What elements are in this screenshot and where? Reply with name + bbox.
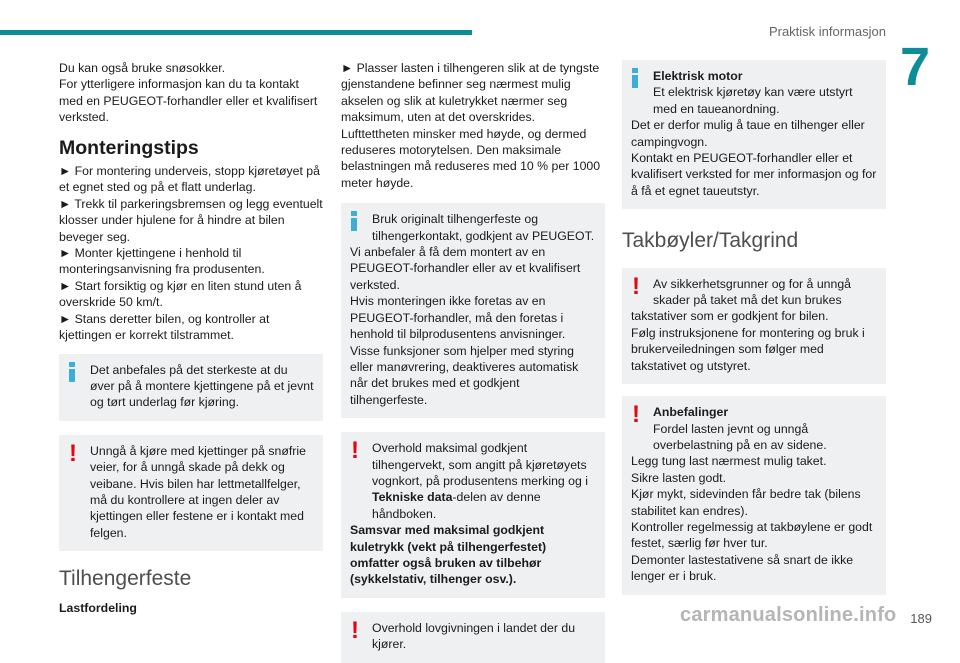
tip-5: ► Stans deretter bilen, og kontroller at kjettingen er korrekt tilstrammet. — [59, 311, 270, 343]
tip-4: ► Start forsiktig og kjør en liten stund uten å overskride 50 km/t. — [59, 278, 302, 310]
tekniske-data-ref: Tekniske data — [372, 490, 453, 505]
warning-box-roof — [622, 268, 886, 384]
warning-icon: ! — [69, 439, 77, 467]
rec-line-3: Sikre lasten godt. — [631, 470, 727, 485]
info-box-electric — [622, 60, 886, 209]
info-line-1: Et elektrisk kjøretøy kan være utstyrt med en taueanordning. — [653, 85, 853, 116]
info-box-towbar — [341, 203, 605, 418]
section-title: Praktisk informasjon — [768, 24, 886, 39]
watermark: carmanualsonline.info — [680, 604, 897, 626]
warning-icon: ! — [632, 401, 640, 429]
warning-box-law — [341, 612, 605, 663]
info-line-2: Det er derfor mulig å taue en tilhenger eller campingvogn. — [631, 118, 865, 149]
warning-text: Unngå å kjøre med kjettinger på snøfrie veier, for å unngå skade på dekk og veibane. Hvis bilen har lettmetallfelger, må du kontrollere at ingen deler av kjettingen eller festene er i kontakt med felgen. — [90, 443, 306, 540]
tip-3: ► Monter kjettingene i henhold til monteringsanvisning fra produsenten. — [59, 246, 265, 277]
heading-monteringstips: Monteringstips — [59, 136, 199, 159]
rec-line-1: Fordel lasten jevnt og unngå overbelastning på en av sidene. — [653, 421, 827, 452]
chapter-number: 7 — [900, 37, 931, 97]
warning-box-max-weight — [341, 432, 605, 598]
warning-icon: ! — [351, 437, 359, 465]
heading-tilhengerfeste: Tilhengerfeste — [59, 567, 192, 591]
info-icon — [68, 362, 76, 384]
warning-strong-text: Samsvar med maksimal godkjent kuletrykk (vekt på tilhengerfestet) omfatter også bruken av tilbehør (sykkelstativ, tilhenger osv.). — [350, 523, 547, 587]
warning-law-text: Overhold lovgivningen i landet der du kjører. — [372, 620, 576, 652]
load-paragraph: ► Plasser lasten i tilhengeren slik at de tyngste gjenstandene befinner seg nærmest mulig akselen og slik at kuletrykket nærmer seg maksimum, uten at det overskrides. Lufttettheten minsker med høyde, og dermed reduseres motorytelsen. Den maksimale belastningen må reduseres med 10 % per 1000 meter høyde. — [341, 61, 601, 190]
info-first-line: Bruk originalt tilhengerfeste og tilhengerkontakt, godkjent av PEUGEOT. — [372, 212, 595, 243]
heading-takboyler: Takbøyler/Takgrind — [622, 229, 799, 253]
info-icon — [350, 211, 358, 233]
info-text: Det anbefales på det sterkeste at du øver på å montere kjettingene på et jevnt og tørt underlag før kjøring. — [90, 362, 314, 410]
warning-line-2: takstativer som er godkjent for bilen. — [631, 309, 829, 324]
warning-first-line: Av sikkerhetsgrunner og for å unngå skader på taket må det kun brukes — [653, 276, 852, 308]
info-line-4: Visse funksjoner som hjelper med styring eller manøvrering, deaktiveres automatisk når det brukes med et godkjent tilhengerfeste. — [350, 343, 579, 407]
recommendations-title: Anbefalinger — [653, 405, 729, 420]
warning-icon: ! — [632, 272, 640, 300]
info-box-practice — [59, 354, 323, 421]
intro-line-2: For ytterligere informasjon kan du ta kontakt med en PEUGEOT-forhandler eller et kvalifisert verksted. — [59, 77, 318, 125]
warning-text-a: Overhold maksimal godkjent tilhengervekt, som angitt på kjøretøyets vognkort, på produsentens merking og i — [372, 441, 589, 488]
warning-icon: ! — [351, 616, 359, 644]
rec-line-4: Kjør mykt, sidevinden får bedre tak (bilens stabilitet kan endres). — [631, 487, 861, 518]
warning-box-recommendations — [622, 396, 886, 594]
intro-line-1: Du kan også bruke snøsokker. — [59, 61, 226, 75]
warning-line-3: Følg instruksjonene for montering og bruk i brukerveiledningen som følger med takstativet og utstyret. — [631, 325, 865, 373]
info-title: Elektrisk motor — [653, 69, 743, 83]
warning-max-weight-text — [350, 437, 597, 522]
info-icon — [631, 68, 639, 90]
info-line-3: Hvis monteringen ikke foretas av en PEUGEOT-forhandler, må den foretas i henhold til bilprodusentens anvisninger. — [350, 294, 566, 342]
subheading-lastfordeling: Lastfordeling — [59, 600, 137, 615]
warning-text-b: -delen av denne håndboken. — [372, 490, 541, 521]
rec-line-6: Demonter lastestativene så snart de ikke lenger er i bruk. — [631, 552, 854, 584]
rec-line-2: Legg tung last nærmest mulig taket. — [631, 454, 827, 469]
page-number: 189 — [910, 611, 932, 626]
tip-2: ► Trekk til parkeringsbremsen og legg eventuelt klosser under hjulene for å hindre at bilen beveger seg. — [59, 196, 323, 244]
column-2 — [341, 60, 605, 663]
rec-line-5: Kontroller regelmessig at takbøylene er godt festet, særlig før hver tur. — [631, 519, 873, 551]
tip-1: ► For montering underveis, stopp kjøretøyet på et egnet sted og på et flatt underlag. — [59, 164, 320, 195]
warning-box-snowfree — [59, 435, 323, 551]
info-line-2: Vi anbefaler å få dem montert av en PEUGEOT-forhandler eller av et kvalifisert verksted. — [350, 245, 581, 292]
column-1 — [59, 60, 323, 616]
column-3 — [622, 60, 886, 595]
info-line-3: Kontakt en PEUGEOT-forhandler eller et kvalifisert verksted for mer informasjon og for å få et egnet taueutstyr. — [631, 151, 877, 198]
header-accent-bar — [0, 30, 472, 35]
